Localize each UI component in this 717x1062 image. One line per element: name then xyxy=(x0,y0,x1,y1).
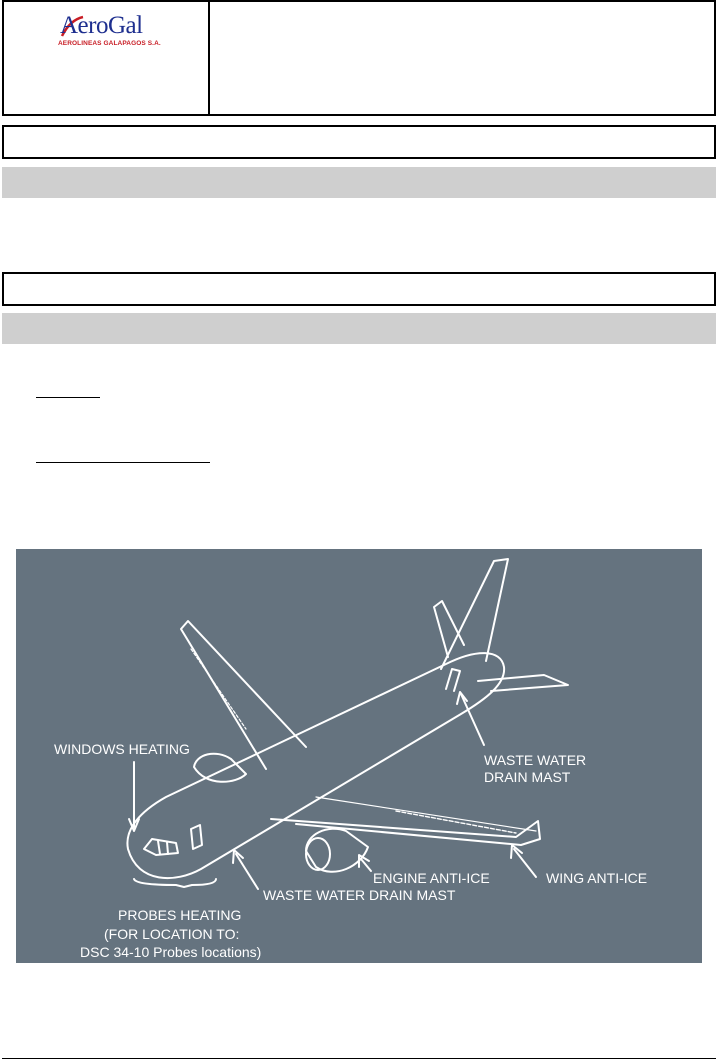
arrow-drain-mast xyxy=(236,854,258,889)
aircraft-illustration xyxy=(16,549,702,963)
door xyxy=(191,825,202,849)
underline-heading-1 xyxy=(36,397,100,398)
horizontal-stabilizer-right xyxy=(478,675,568,691)
section-band-1 xyxy=(2,167,716,198)
aircraft-anti-ice-figure xyxy=(16,549,702,963)
header-divider xyxy=(208,2,210,114)
logo-brand: AeroGal xyxy=(60,12,143,39)
label-engine-anti-ice: ENGINE ANTI-ICE xyxy=(373,870,490,886)
label-probes-line1: PROBES HEATING xyxy=(118,907,242,923)
section-title-box-1 xyxy=(2,125,716,159)
label-waste-water-mast-line1: WASTE WATER xyxy=(484,752,587,768)
label-windows-heating: WINDOWS HEATING xyxy=(54,741,190,757)
label-probes-line2: (FOR LOCATION TO: xyxy=(104,926,240,942)
cockpit-windows xyxy=(144,839,178,855)
footer-rule xyxy=(2,1058,716,1059)
far-wing xyxy=(181,621,306,769)
label-wing-anti-ice: WING ANTI-ICE xyxy=(546,870,648,886)
far-engine xyxy=(194,754,246,782)
section-band-2 xyxy=(2,313,716,344)
section-title-box-2 xyxy=(2,272,716,306)
aerogal-logo xyxy=(56,12,176,52)
document-header xyxy=(2,0,716,116)
underline-heading-2 xyxy=(36,462,210,463)
probes-bracket xyxy=(134,879,216,887)
label-waste-water-drain-mast: WASTE WATER DRAIN MAST xyxy=(263,887,456,903)
label-probes-line3: DSC 34-10 Probes locations) xyxy=(80,944,262,960)
arrow-wing-anti-ice xyxy=(514,849,536,877)
vertical-stabilizer xyxy=(441,559,508,669)
horizontal-stabilizer-left xyxy=(434,601,464,657)
logo-subtitle: AEROLINEAS GALAPAGOS S.A. xyxy=(58,40,161,47)
label-waste-water-mast-line2: DRAIN MAST xyxy=(484,769,571,785)
